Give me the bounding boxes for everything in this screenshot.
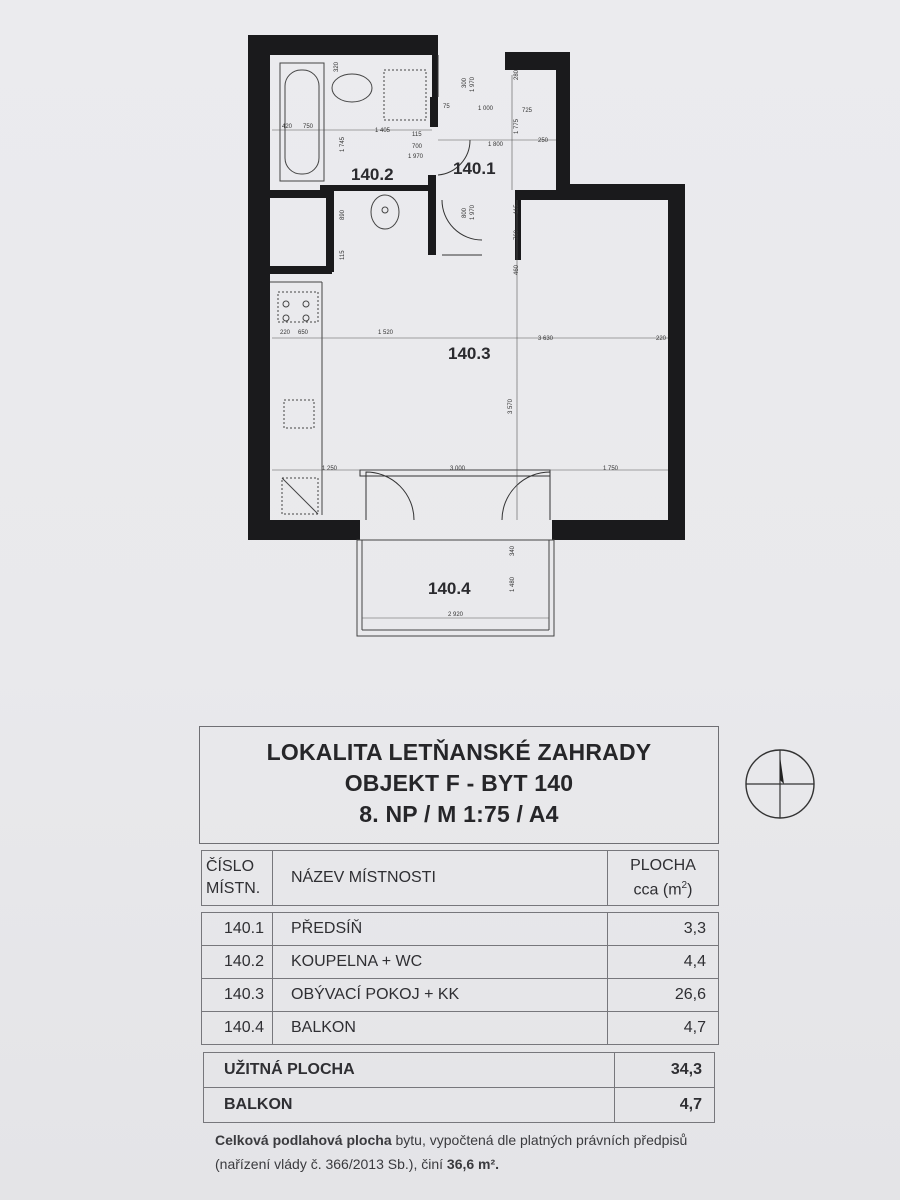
dim-label: 1 970 bbox=[408, 154, 424, 160]
table-row bbox=[202, 1012, 719, 1045]
dim-label: 340 bbox=[510, 545, 516, 556]
room-name: PŘEDSÍŇ bbox=[273, 913, 608, 946]
table-row bbox=[202, 946, 719, 979]
dim-label: 750 bbox=[303, 124, 314, 130]
room-area: 4,7 bbox=[608, 1012, 719, 1045]
room-label-140-1: 140.1 bbox=[453, 159, 496, 178]
dim-label: 300 bbox=[462, 77, 468, 88]
table-row bbox=[202, 979, 719, 1012]
dim-label: 1 000 bbox=[478, 106, 494, 112]
dim-label: 250 bbox=[538, 138, 549, 144]
room-code: 140.4 bbox=[202, 1012, 273, 1045]
dim-label: 115 bbox=[514, 204, 520, 214]
dim-label: 1 480 bbox=[510, 576, 516, 592]
dim-label: 3 000 bbox=[450, 466, 466, 472]
walls bbox=[248, 35, 685, 540]
dim-label: 1 800 bbox=[488, 142, 504, 148]
room-label-140-4: 140.4 bbox=[428, 579, 471, 598]
header-area: PLOCHA cca $(m^2)$ bbox=[608, 851, 719, 906]
dim-label: 115 bbox=[412, 132, 422, 138]
footnote: Celková podlahová plocha bytu, vypočtená dle platných právních předpisů (nařízení vlády č. 366/2013 Sb.), činí 36,6 m². bbox=[215, 1132, 688, 1172]
dim-label: 2 920 bbox=[448, 612, 464, 618]
dim-label: 1 520 bbox=[378, 330, 394, 336]
dim-label: 420 bbox=[282, 124, 293, 130]
room-area: 3,3 bbox=[608, 913, 719, 946]
dim-label: 1 750 bbox=[603, 466, 619, 472]
room-name: KOUPELNA + WC bbox=[273, 946, 608, 979]
dim-label: 75 bbox=[443, 104, 450, 110]
dim-label: 460 bbox=[514, 264, 520, 275]
dim-label: 800 bbox=[462, 207, 468, 218]
dim-label: 700 bbox=[412, 144, 423, 150]
room-label-140-2: 140.2 bbox=[351, 165, 394, 184]
summary-row bbox=[204, 1088, 715, 1123]
dim-label: 725 bbox=[522, 108, 533, 114]
room-code: 140.2 bbox=[202, 946, 273, 979]
rooms-table bbox=[201, 850, 719, 1045]
summary-row bbox=[204, 1053, 715, 1088]
dim-label: 3 570 bbox=[508, 398, 514, 414]
room-name: BALKON bbox=[273, 1012, 608, 1045]
header-room-name: NÁZEV MÍSTNOSTI bbox=[273, 851, 608, 906]
dim-label: 320 bbox=[334, 61, 340, 72]
dim-label: 1 405 bbox=[375, 128, 391, 134]
room-code: 140.3 bbox=[202, 979, 273, 1012]
dim-label: 760 bbox=[514, 229, 520, 240]
table-row bbox=[202, 913, 719, 946]
summary-label: BALKON bbox=[204, 1088, 615, 1123]
summary-value: 34,3 bbox=[615, 1053, 715, 1088]
table-header bbox=[202, 851, 719, 906]
room-area: 4,4 bbox=[608, 946, 719, 979]
header-room-number: ČÍSLO MÍSTN. bbox=[202, 851, 273, 906]
summary-value: 4,7 bbox=[615, 1088, 715, 1123]
title-location: LOKALITA LETŇANSKÉ ZAHRADY bbox=[266, 739, 652, 765]
dim-label: 890 bbox=[340, 209, 346, 220]
dim-label: 1 775 bbox=[514, 118, 520, 134]
room-code: 140.1 bbox=[202, 913, 273, 946]
dim-label: 280 bbox=[514, 69, 520, 80]
dim-label: 1 970 bbox=[470, 76, 476, 92]
dim-label: 650 bbox=[298, 330, 309, 336]
room-name: OBÝVACÍ POKOJ + KK bbox=[273, 979, 608, 1012]
dim-label: 1 970 bbox=[470, 204, 476, 220]
dim-label: 115 bbox=[340, 250, 346, 260]
room-label-140-3: 140.3 bbox=[448, 344, 491, 363]
dim-label: 1 250 bbox=[322, 466, 338, 472]
dim-label: 1 745 bbox=[340, 136, 346, 152]
dim-label: 220 bbox=[280, 330, 291, 336]
dim-label: 220 bbox=[656, 336, 667, 342]
north-arrow-icon bbox=[744, 748, 816, 820]
summary-label: UŽITNÁ PLOCHA bbox=[204, 1053, 615, 1088]
room-area: 26,6 bbox=[608, 979, 719, 1012]
summary-table bbox=[203, 1052, 715, 1123]
title-block bbox=[199, 726, 719, 844]
dim-label: 3 630 bbox=[538, 336, 554, 342]
title-scale: 8. NP / M 1:75 / A4 bbox=[359, 801, 559, 827]
doors bbox=[360, 55, 550, 520]
title-object: OBJEKT F - BYT 140 bbox=[344, 770, 574, 796]
fixtures bbox=[270, 63, 426, 515]
